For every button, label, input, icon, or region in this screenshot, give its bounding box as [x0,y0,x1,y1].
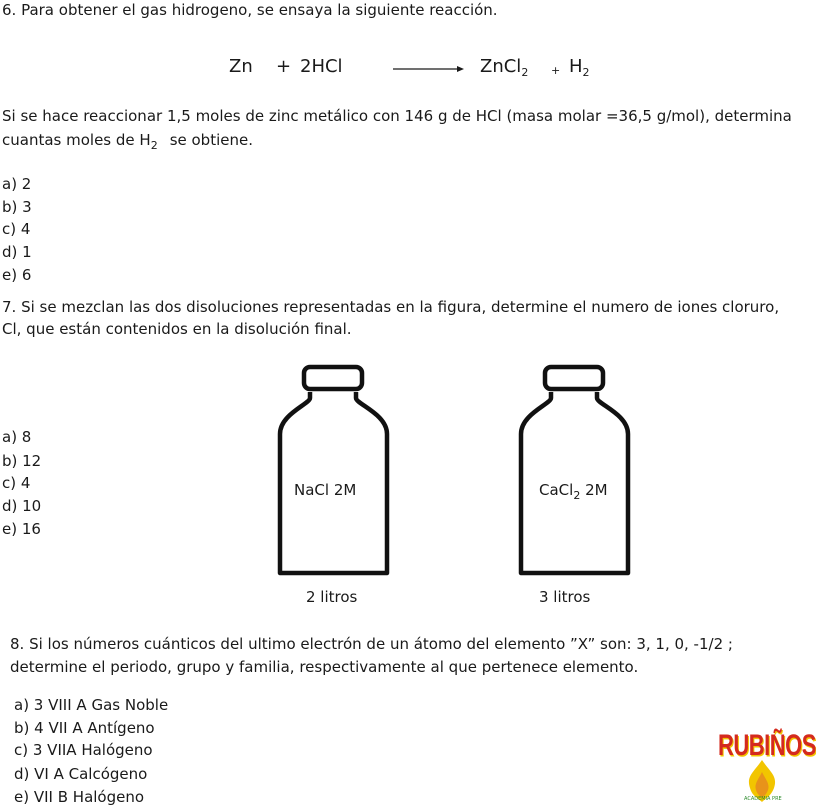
question-7-text-line2: Cl, que están contenidos en la disolución final. [2,320,352,338]
option-c[interactable]: c) 4 [2,220,31,238]
option-a[interactable]: a) 2 [2,175,32,193]
option-c[interactable]: c) 4 [2,474,31,492]
question-6-text-line1: Si se hace reaccionar 1,5 moles de zinc metálico con 146 g de HCl (masa molar =36,5 g/mol), determina [2,107,792,125]
product-zncl2 [480,56,528,79]
text-line2-a: cuantas moles de H [2,131,151,149]
option-b[interactable]: b) 4 VII A Antígeno [14,719,155,737]
question-6-text-line2 [2,131,253,152]
option-b[interactable]: b) 3 [2,198,32,216]
option-c[interactable]: c) 3 VIIA Halógeno [14,741,153,759]
bottle-cacl2-icon [512,364,642,584]
bottle2-label-sub: 2 [573,489,581,502]
option-e[interactable]: e) 16 [2,520,41,538]
question-8-text-line2: determine el periodo, grupo y familia, respectivamente al que pertenece elemento. [10,658,639,676]
logo-name: RUBIÑOS [718,728,816,762]
product-h2-base: H [569,56,583,77]
option-d[interactable]: d) VI A Calcógeno [14,765,148,783]
option-d[interactable]: d) 1 [2,243,32,261]
reactant-hcl: 2HCl [300,56,343,77]
question-8-text-line1: 8. Si los números cuánticos del ultimo electrón de un átomo del elemento ”X” son: 3, 1, 0, -1/2 ; [10,635,733,653]
bottle2-label [539,481,608,502]
option-d[interactable]: d) 10 [2,497,42,515]
reaction-arrow-icon [393,60,465,76]
text-line2-b: se obtiene. [169,131,253,149]
bottle2-label-rest: 2M [580,481,608,499]
option-a[interactable]: a) 3 VIII A Gas Noble [14,696,169,714]
option-b[interactable]: b) 12 [2,452,42,470]
plus-sign: + [276,56,292,77]
option-e[interactable]: e) 6 [2,266,32,284]
product-zncl2-base: ZnCl [480,56,522,77]
text-line2-sub: 2 [150,139,158,152]
bottle2-volume: 3 litros [539,588,591,606]
option-e[interactable]: e) VII B Halógeno [14,788,145,806]
question-7-text-line1: 7. Si se mezclan las dos disoluciones representadas en la figura, determine el numero de iones cloruro, [2,298,780,316]
logo-tagline: ACADEMIA PRE [744,796,782,802]
product-h2-sub: 2 [582,66,590,79]
product-zncl2-sub: 2 [521,66,529,79]
product-h2 [569,56,590,79]
plus-sign-small: + [551,64,561,77]
bottle-nacl-icon [270,364,400,584]
bottle2-label-base: CaCl [539,481,574,499]
rubinos-logo [718,724,816,804]
bottle1-volume: 2 litros [306,588,358,606]
question-6-title: 6. Para obtener el gas hidrogeno, se ensaya la siguiente reacción. [2,1,498,19]
bottle1-label: NaCl 2M [294,481,357,499]
option-a[interactable]: a) 8 [2,428,32,446]
reactant-zn: Zn [229,56,253,77]
